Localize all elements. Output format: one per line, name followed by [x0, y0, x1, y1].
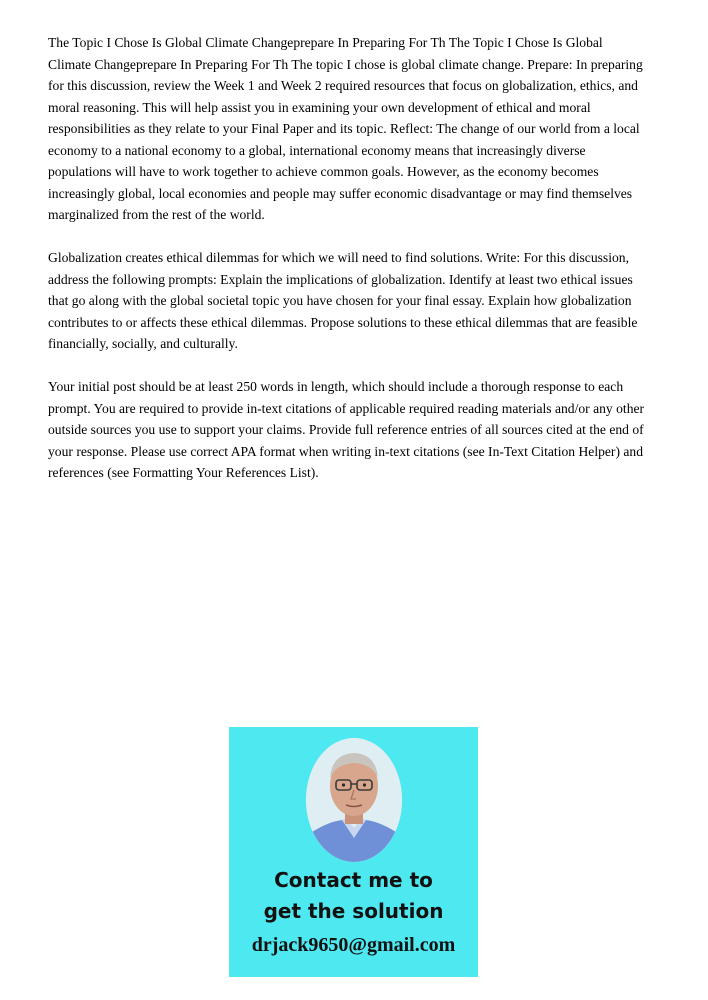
- contact-cta-text: [229, 865, 478, 927]
- document-body: [48, 32, 648, 505]
- person-portrait-icon: [306, 738, 402, 862]
- contact-ad-banner[interactable]: [229, 727, 478, 977]
- cta-line-1: Contact me to: [274, 868, 433, 892]
- paragraph-3: Your initial post should be at least 250 words in length, which should include a thorough response to each prompt. You are required to provide in-text citations of applicable required reading materials and/or any other outside sources you use to support your claims. Provide full reference entries of all sources cited at the end of your response. Please use correct APA format when writing in-text citations (see In-Text Citation Helper) and references (see Formatting Your References List).: [48, 379, 645, 480]
- cta-line-2: get the solution: [263, 899, 444, 923]
- paragraph-2: Globalization creates ethical dilemmas for which we will need to find solutions. Write: For this discussion, address the following prompts: Explain the implications of globalization. Identify at least two ethical issues that go along with the global societal topic you have chosen for your final essay. Explain how globalization contributes to or affects these ethical dilemmas. Propose solutions to these ethical dilemmas that are feasible financially, socially, and culturally.: [48, 250, 638, 351]
- contact-email[interactable]: drjack9650@gmail.com: [251, 934, 456, 956]
- paragraph-1: The Topic I Chose Is Global Climate Changeprepare In Preparing For Th The Topic I Chose Is Global Climate Changeprepare In Preparing For Th The topic I chose is global climate change. Prepare: In preparing for this discussion, review the Week 1 and Week 2 required resources that focus on globalization, ethics, and moral reasoning. This will help assist you in examining your own development of ethical and moral responsibilities as they relate to your Final Paper and its topic. Reflect: The change of our world from a local economy to a national economy to a global, international economy means that increasingly diverse populations will have to work together to achieve common goals. However, as the economy becomes increasingly global, local economies and people may suffer economic disadvantage or may find themselves marginalized from the rest of the world.: [48, 35, 643, 222]
